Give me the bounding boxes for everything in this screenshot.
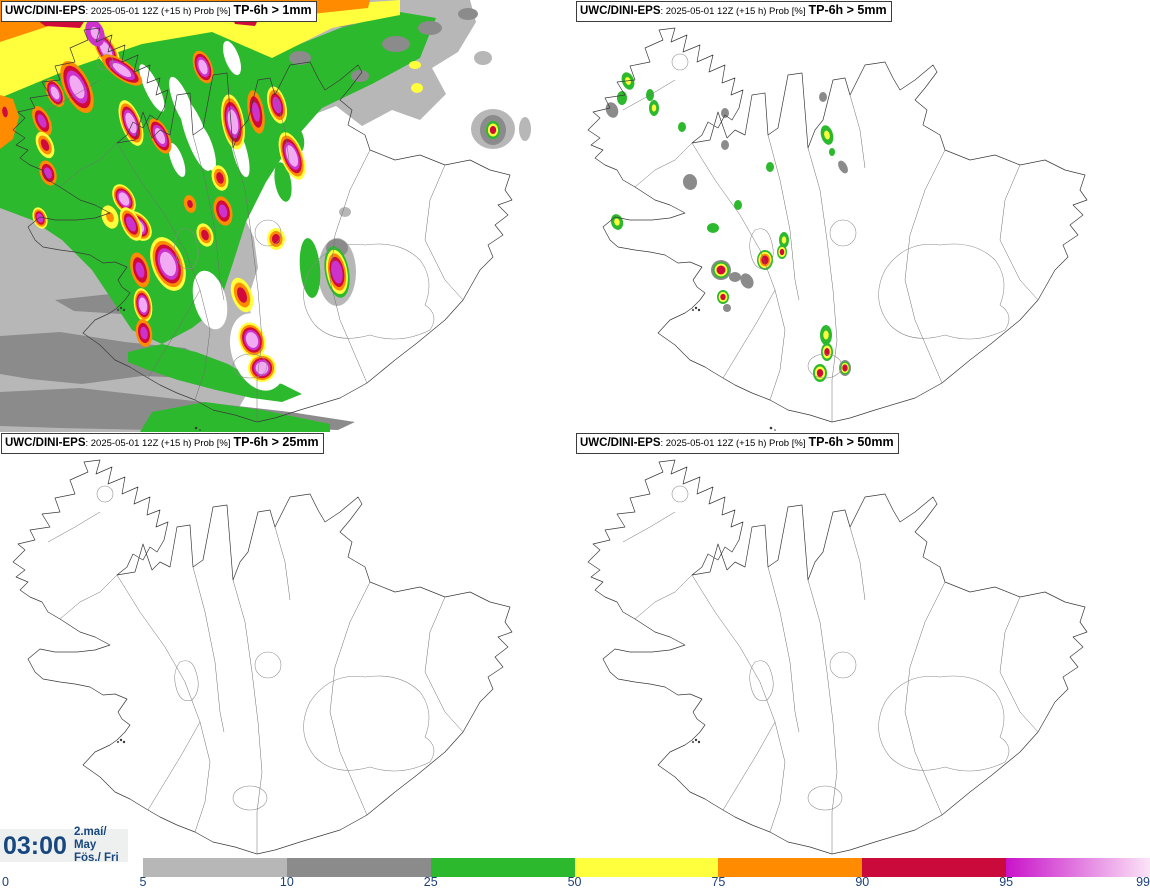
legend-tick-99: 99: [1136, 875, 1150, 889]
legend-tick-25: 25: [423, 875, 438, 889]
model-name: UWC/DINI-EPS: [5, 5, 86, 17]
run-info: : 2025-05-01 12Z (+15 h) Prob [%]: [660, 6, 806, 17]
run-info: : 2025-05-01 12Z (+15 h) Prob [%]: [85, 438, 231, 449]
valid-time-box: [0, 826, 128, 864]
model-name: UWC/DINI-EPS: [580, 437, 661, 449]
panel-tp6h-gt-5mm: [575, 0, 1150, 432]
model-name: UWC/DINI-EPS: [5, 437, 86, 449]
legend-tick-90: 90: [855, 875, 870, 889]
valid-date-weekday: Fös./ Fri: [73, 852, 119, 864]
panel-tp6h-gt-25mm: [0, 432, 575, 864]
iceland-map: [575, 432, 1150, 864]
legend-tick-10: 10: [279, 875, 294, 889]
threshold-label: TP-6h > 5mm: [808, 3, 887, 17]
iceland-map: [0, 432, 575, 864]
valid-date: [74, 826, 125, 865]
legend-tick-75: 75: [711, 875, 726, 889]
panel-title: [576, 433, 899, 454]
threshold-label: TP-6h > 50mm: [808, 435, 894, 449]
probability-overlay: [0, 0, 531, 432]
legend-tick-50: 50: [567, 875, 582, 889]
run-info: : 2025-05-01 12Z (+15 h) Prob [%]: [85, 6, 231, 17]
probability-overlay: [604, 70, 851, 382]
threshold-label: TP-6h > 25mm: [233, 435, 319, 449]
panel-title: [1, 1, 317, 22]
probability-colorbar-ticks: [0, 875, 1150, 891]
panel-tp6h-gt-50mm: [575, 432, 1150, 864]
panel-tp6h-gt-1mm: [0, 0, 575, 432]
iceland-map: [575, 0, 1150, 432]
legend-tick-5: 5: [139, 875, 147, 889]
legend-tick-95: 95: [999, 875, 1014, 889]
run-info: : 2025-05-01 12Z (+15 h) Prob [%]: [660, 438, 806, 449]
model-name: UWC/DINI-EPS: [580, 5, 661, 17]
threshold-label: TP-6h > 1mm: [233, 3, 312, 17]
legend-tick-0: 0: [2, 875, 9, 889]
panel-title: [1, 433, 324, 454]
panel-title: [576, 1, 892, 22]
valid-date-day: 2.maí/ May: [73, 826, 107, 851]
iceland-map: [0, 0, 575, 432]
valid-time: 03:00: [3, 831, 67, 860]
